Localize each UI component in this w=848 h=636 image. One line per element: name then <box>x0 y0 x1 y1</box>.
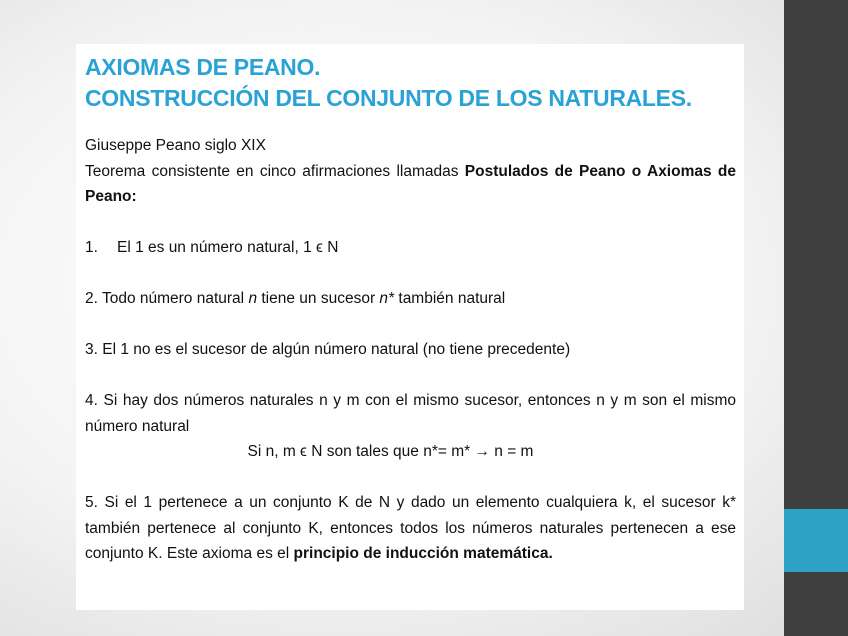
axiom-2-mid: tiene un sucesor <box>257 290 380 307</box>
axiom-5-text: 5. Si el 1 pertenece a un conjunto K de N y dado un elemento cualquiera k, el sucesor k* también pertenece al conjunto K, entonces todos los números naturales pertenecen a ese conjunto K. Este axioma es el <box>85 494 736 562</box>
axiom-4-formula: Si n, m ϵ N son tales que n*= m* → n = m <box>247 443 534 460</box>
slide-body <box>85 133 736 567</box>
axiom-5 <box>85 490 736 567</box>
slide-title <box>85 52 736 114</box>
axiom-3: 3. El 1 no es el sucesor de algún número natural (no tiene precedente) <box>85 341 571 358</box>
theorem-post: : <box>131 188 137 205</box>
axiom-2-pre: 2. Todo número natural <box>85 290 249 307</box>
theorem-intro <box>85 159 736 210</box>
axiom-2-post: también natural <box>394 290 506 307</box>
axiom-1 <box>85 235 736 261</box>
theorem-bold: Postulados de Peano o Axiomas de Peano <box>85 162 736 205</box>
axiom-2-n: n <box>248 290 258 307</box>
axiom-1-number: 1. <box>85 239 98 256</box>
axiom-2-nstar: n* <box>379 290 395 307</box>
slide-content-box <box>76 44 744 610</box>
axiom-1-text: El 1 es un número natural, 1 ϵ N <box>117 239 339 256</box>
axiom-2 <box>85 286 736 312</box>
axiom-4: 4. Si hay dos números naturales n y m con el mismo sucesor, entonces n y m son el mismo número natural <box>85 392 736 435</box>
right-accent-block <box>784 509 848 572</box>
title-line-1: AXIOMAS DE PEANO. <box>85 54 321 80</box>
axiom-5-bold: principio de inducción matemática. <box>293 545 553 562</box>
author-line: Giuseppe Peano siglo XIX <box>85 137 266 154</box>
title-line-2: CONSTRUCCIÓN DEL CONJUNTO DE LOS NATURALES. <box>85 85 692 111</box>
theorem-pre: Teorema consistente en cinco afirmaciones llamadas <box>85 162 465 180</box>
